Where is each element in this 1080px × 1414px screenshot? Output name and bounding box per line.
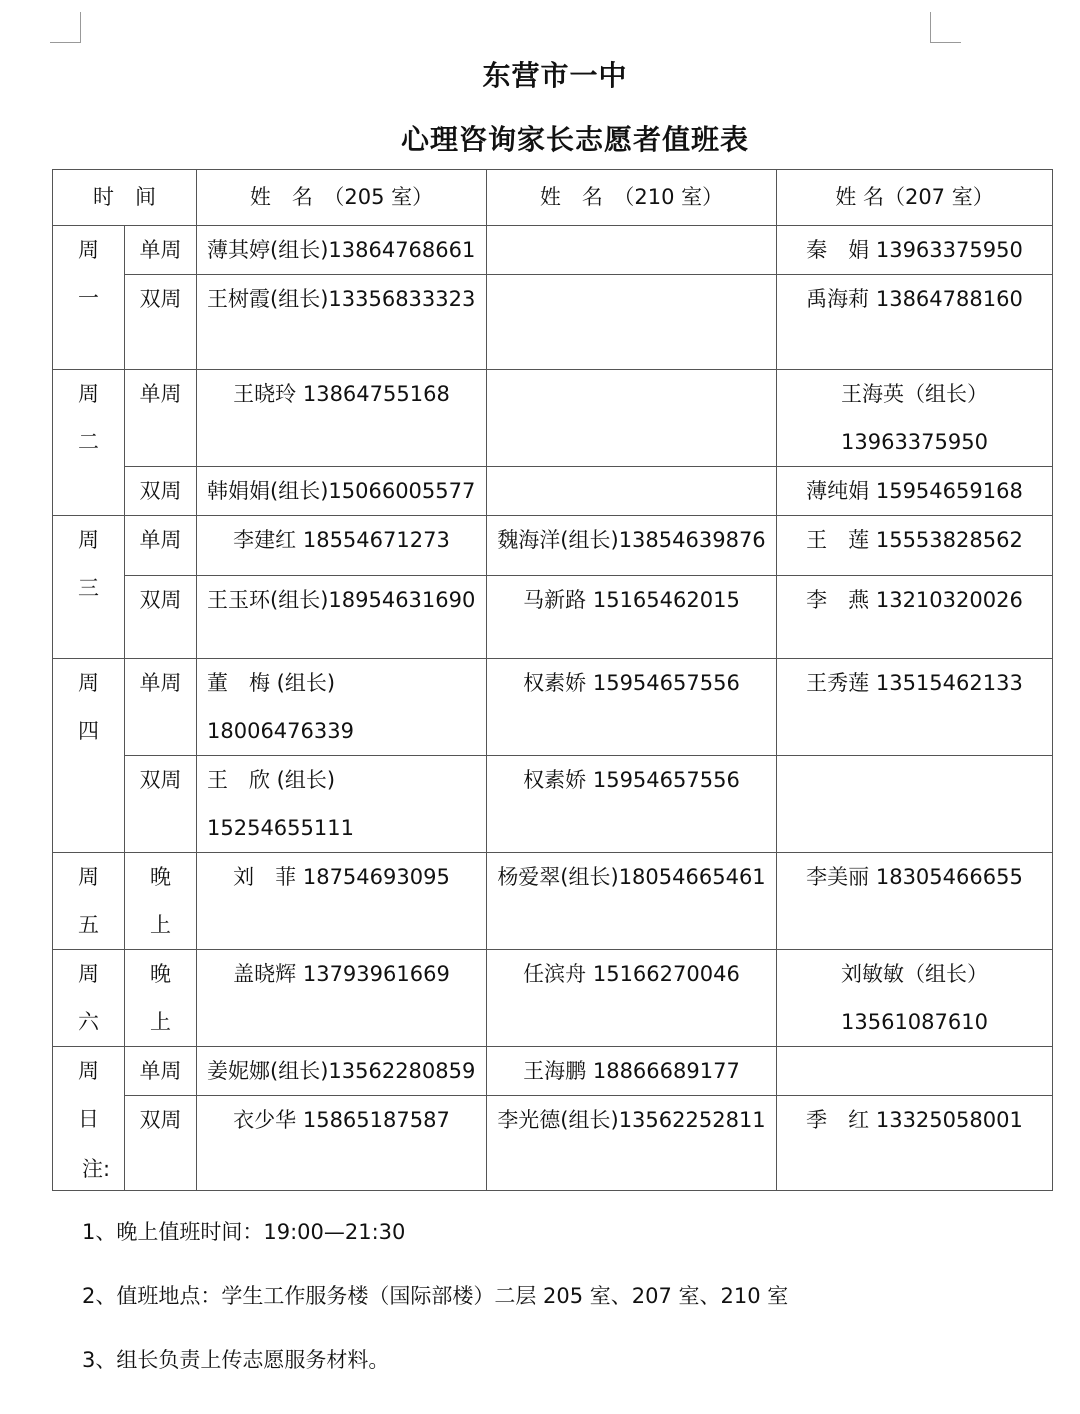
schedule-title: 心理咨询家长志愿者值班表 — [400, 123, 749, 156]
room-207-cell: 禹海莉 13864788160 — [777, 275, 1053, 370]
week-type-cell: 单周 — [125, 659, 197, 756]
school-title: 东营市一中 — [482, 59, 628, 92]
week-type-cell: 单周 — [125, 516, 197, 576]
table-row — [53, 659, 1053, 756]
evening-cell — [125, 853, 197, 950]
day-cell — [53, 853, 125, 950]
room-205-cell: 王树霞(组长)13356833323 — [197, 275, 487, 370]
room-207-cell: 王秀莲 13515462133 — [777, 659, 1053, 756]
room-205-cell: 姜妮娜(组长)13562280859 — [197, 1047, 487, 1096]
header-room-207: 姓 名（207 室） — [777, 170, 1053, 226]
room-207-cell: 秦 娟 13963375950 — [777, 226, 1053, 275]
notes-heading: 注: — [82, 1157, 111, 1181]
room-207-cell — [777, 756, 1053, 853]
header-room-210: 姓 名 （210 室） — [487, 170, 777, 226]
room-207-line: 13963375950 — [841, 430, 988, 454]
evening-char: 上 — [150, 1010, 171, 1034]
table-row — [53, 756, 1053, 853]
room-205-cell: 薄其婷(组长)13864768661 — [197, 226, 487, 275]
room-205-cell: 王 欣 (组长) 15254655111 — [197, 756, 487, 853]
room-205-cell: 盖晓辉 13793961669 — [197, 950, 487, 1047]
header-room-205: 姓 名 （205 室） — [197, 170, 487, 226]
note-item: 1、晚上值班时间：19:00—21:30 — [82, 1220, 406, 1244]
room-207-cell: 薄纯娟 15954659168 — [777, 467, 1053, 516]
week-type-cell: 双周 — [125, 467, 197, 516]
room-210-cell: 杨爱翠(组长)18054665461 — [487, 853, 777, 950]
day-char: 三 — [78, 576, 99, 600]
room-210-cell — [487, 226, 777, 275]
day-char: 周 — [78, 865, 99, 889]
day-char: 周 — [78, 238, 99, 262]
room-210-cell — [487, 467, 777, 516]
evening-char: 晚 — [150, 962, 171, 986]
week-type-cell: 双周 — [125, 1096, 197, 1191]
room-205-cell: 董 梅 (组长) 18006476339 — [197, 659, 487, 756]
room-210-cell: 李光德(组长)13562252811 — [487, 1096, 777, 1191]
day-char: 一 — [78, 286, 99, 310]
room-210-cell: 魏海洋(组长)13854639876 — [487, 516, 777, 576]
page-corner-mark-top-right — [930, 12, 961, 43]
week-type-cell: 双周 — [125, 576, 197, 659]
room-207-line: 刘敏敏（组长） — [841, 962, 988, 986]
week-type-cell: 单周 — [125, 1047, 197, 1096]
room-207-cell: 季 红 13325058001 — [777, 1096, 1053, 1191]
table-row — [53, 950, 1053, 1047]
table-row — [53, 576, 1053, 659]
room-205-cell: 王玉环(组长)18954631690 — [197, 576, 487, 659]
evening-char: 上 — [150, 913, 171, 937]
day-char: 周 — [78, 671, 99, 695]
table-row — [53, 467, 1053, 516]
day-cell — [53, 226, 125, 370]
room-210-cell: 权素娇 15954657556 — [487, 756, 777, 853]
note-item: 3、组长负责上传志愿服务材料。 — [82, 1348, 390, 1372]
day-char: 五 — [78, 913, 99, 937]
table-row — [53, 1047, 1053, 1096]
day-cell — [53, 370, 125, 516]
room-207-cell — [777, 370, 1053, 467]
day-cell — [53, 950, 125, 1047]
day-char: 四 — [78, 719, 99, 743]
evening-char: 晚 — [150, 865, 171, 889]
note-item: 2、值班地点：学生工作服务楼（国际部楼）二层 205 室、207 室、210 室 — [82, 1284, 789, 1308]
table-row — [53, 853, 1053, 950]
table-row — [53, 226, 1053, 275]
week-type-cell: 单周 — [125, 370, 197, 467]
day-cell — [53, 516, 125, 659]
room-210-cell: 王海鹏 18866689177 — [487, 1047, 777, 1096]
day-char: 六 — [78, 1010, 99, 1034]
evening-cell — [125, 950, 197, 1047]
week-type-cell: 双周 — [125, 275, 197, 370]
room-207-cell — [777, 950, 1053, 1047]
table-row — [53, 370, 1053, 467]
week-type-cell: 双周 — [125, 756, 197, 853]
room-205-cell: 衣少华 15865187587 — [197, 1096, 487, 1191]
room-205-cell: 韩娟娟(组长)15066005577 — [197, 467, 487, 516]
room-207-cell: 王 莲 15553828562 — [777, 516, 1053, 576]
day-char: 周 — [78, 962, 99, 986]
room-205-cell: 李建红 18554671273 — [197, 516, 487, 576]
table-row — [53, 275, 1053, 370]
room-207-cell: 李 燕 13210320026 — [777, 576, 1053, 659]
room-205-cell: 刘 菲 18754693095 — [197, 853, 487, 950]
room-210-cell: 任滨舟 15166270046 — [487, 950, 777, 1047]
room-205-cell: 王晓玲 13864755168 — [197, 370, 487, 467]
room-207-cell: 李美丽 18305466655 — [777, 853, 1053, 950]
table-header-row — [53, 170, 1053, 226]
page-corner-mark-top-left — [50, 12, 81, 43]
room-210-cell: 马新路 15165462015 — [487, 576, 777, 659]
room-207-line: 13561087610 — [841, 1010, 988, 1034]
day-char: 周 — [78, 528, 99, 552]
day-char: 周 — [78, 382, 99, 406]
day-char: 周 — [78, 1059, 99, 1083]
day-char: 日 — [78, 1107, 99, 1131]
room-210-cell: 权素娇 15954657556 — [487, 659, 777, 756]
header-time: 时 间 — [53, 170, 197, 226]
room-207-line: 王海英（组长） — [841, 382, 988, 406]
room-210-cell — [487, 370, 777, 467]
day-char: 二 — [78, 430, 99, 454]
week-type-cell: 单周 — [125, 226, 197, 275]
day-cell — [53, 659, 125, 853]
duty-schedule-table — [52, 169, 1053, 1191]
table-row — [53, 1096, 1053, 1191]
table-row — [53, 516, 1053, 576]
room-210-cell — [487, 275, 777, 370]
room-207-cell — [777, 1047, 1053, 1096]
